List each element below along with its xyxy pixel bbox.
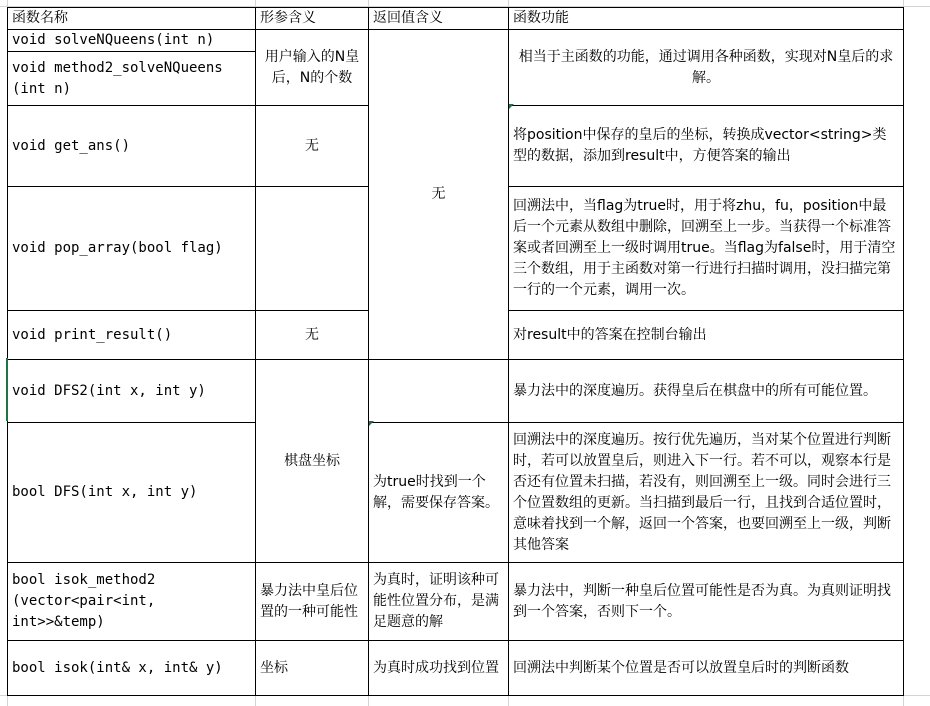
cell-function-description[interactable]	[509, 187, 904, 311]
cell-function-description[interactable]: 暴力法中，判断一种皇后位置可能性是否为真。为真则证明找到一个答案，否则下一个。	[509, 563, 904, 641]
cell-return[interactable]	[369, 563, 509, 641]
comment-marker-icon[interactable]	[369, 421, 374, 426]
header-return-meaning[interactable]: 返回值含义	[369, 8, 509, 30]
cell-function-description[interactable]: 对result中的答案在控制台输出	[509, 311, 904, 360]
cell-function-name[interactable]: void pop_array(bool flag)	[8, 187, 256, 311]
description-text: 回溯法中的深度遍历。按行优先遍历，当对某个位置进行判断时，若可以放置皇后，则进入下一行。若不可以，观察本行是否还有位置未扫描，若没有，则回溯至上一级。同时会进行三个位置数组的更新。当扫描到最后一行，且找到合适位置时，意味着找到一个解，返回一个答案，也要回溯至上一级，判断其他答案	[513, 431, 891, 553]
header-function-name[interactable]: 函数名称	[8, 8, 256, 30]
cell-function-name[interactable]: bool DFS(int x, int y)	[8, 423, 256, 563]
cell-param-empty[interactable]	[256, 187, 369, 311]
cell-function-description[interactable]	[509, 423, 904, 563]
cell-return[interactable]: 为真时成功找到位置	[369, 641, 509, 696]
cell-function-name[interactable]: bool isok_method2 (vector<pair<int, int>>&temp)	[8, 563, 256, 641]
cell-param[interactable]: 无	[256, 311, 369, 360]
table-row	[8, 563, 904, 641]
cell-function-name[interactable]: void DFS2(int x, int y)	[8, 360, 256, 423]
comment-marker-icon[interactable]	[509, 104, 514, 109]
cell-function-description[interactable]: 回溯法中判断某个位置是否可以放置皇后时的判断函数	[509, 641, 904, 696]
cell-return[interactable]: 为true时找到一个解，需要保存答案。	[369, 423, 509, 563]
table-row	[8, 360, 904, 423]
selection-edge	[6, 358, 8, 421]
cell-return-void-group[interactable]: 无	[369, 30, 509, 360]
function-table	[7, 7, 904, 696]
description-text: 回溯法中，当flag为true时，用于将zhu，fu，position中最后一个元素从数组中删除，回溯至上一步。当获得一个标准答案或者回溯至上一级时调用true。当flag为false时，用于清空三个数组，用于主函数对第一行进行扫描时调用，没扫描完第一行的一个元素，调用一次。	[513, 198, 896, 298]
header-param-meaning[interactable]: 形参含义	[256, 8, 369, 30]
header-function-description[interactable]: 函数功能	[509, 8, 904, 30]
cell-param[interactable]: 坐标	[256, 641, 369, 696]
cell-function-name[interactable]: void solveNQueens(int n)	[8, 30, 256, 52]
cell-param[interactable]: 无	[256, 106, 369, 187]
description-text: 将position中保存的皇后的坐标，转换成vector<string>类型的数据，添加到result中，方便答案的输出	[513, 127, 887, 164]
table-row	[8, 423, 904, 563]
cell-param-nqueens[interactable]: 用户输入的N皇后，N的个数	[256, 30, 369, 106]
cell-return-empty[interactable]	[369, 360, 509, 423]
cell-function-nqueens[interactable]: 相当于主函数的功能，通过调用各种函数，实现对N皇后的求解。	[509, 30, 904, 106]
table-row	[8, 641, 904, 696]
table-row	[8, 30, 904, 52]
cell-param-board[interactable]: 棋盘坐标	[256, 360, 369, 563]
return-text: 为真时，证明该种可能性位置分布，是满足题意的解	[373, 572, 499, 630]
cell-function-description[interactable]: 暴力法中的深度遍历。获得皇后在棋盘中的所有可能位置。	[509, 360, 904, 423]
cell-function-name[interactable]: void get_ans()	[8, 106, 256, 187]
cell-function-name[interactable]: void method2_solveNQueens (int n)	[8, 52, 256, 106]
cell-function-name[interactable]: bool isok(int& x, int& y)	[8, 641, 256, 696]
cell-function-name[interactable]: void print_result()	[8, 311, 256, 360]
header-row	[8, 8, 904, 30]
cell-param[interactable]: 暴力法中皇后位置的一种可能性	[256, 563, 369, 641]
cell-function-description[interactable]	[509, 106, 904, 187]
